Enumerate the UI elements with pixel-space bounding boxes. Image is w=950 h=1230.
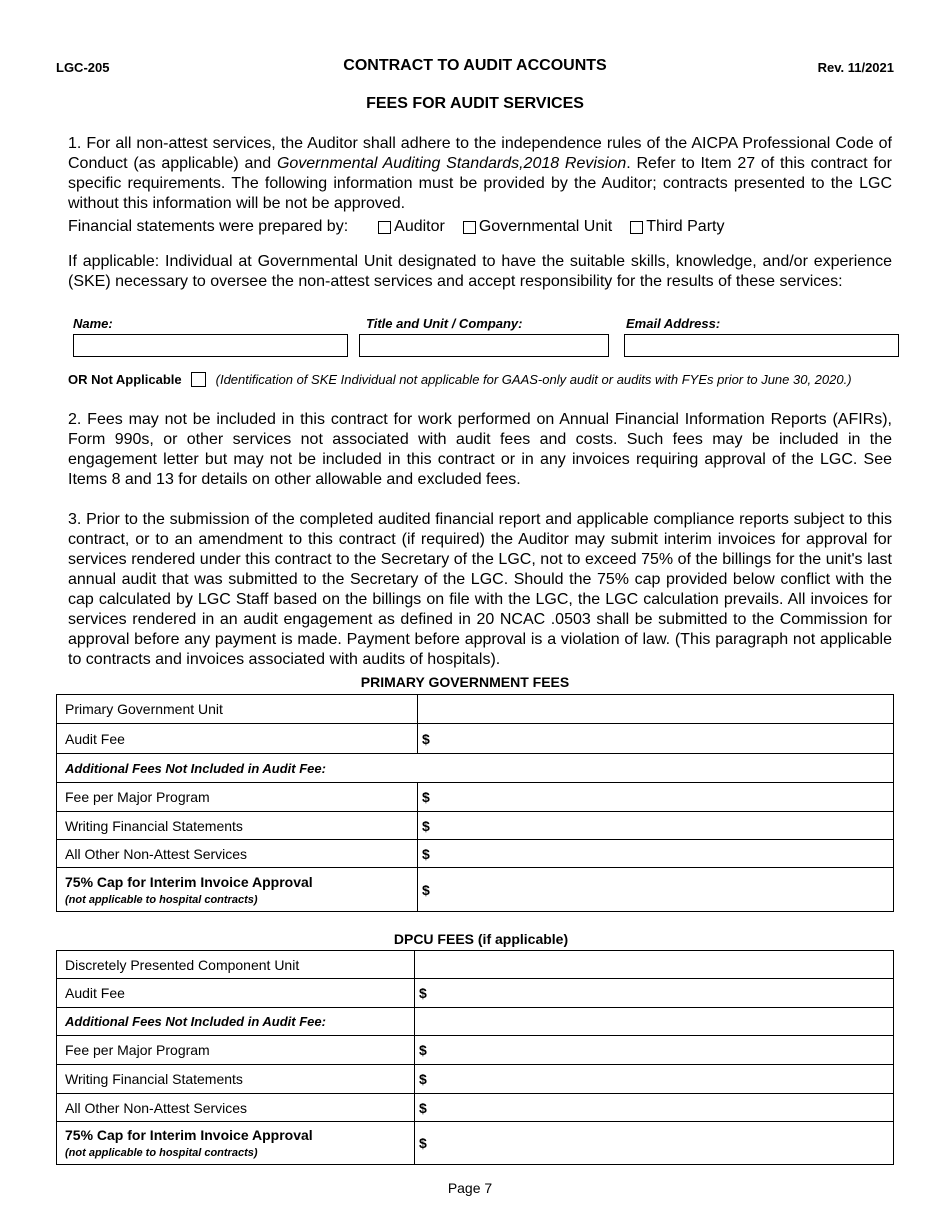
audit-fee-input[interactable]: $	[418, 724, 894, 754]
form-code: LGC-205	[56, 60, 110, 75]
additional-fees-heading: Additional Fees Not Included in Audit Fee:	[57, 754, 894, 783]
major-program-input[interactable]: $	[418, 783, 894, 812]
item-3-paragraph: 3. Prior to the submission of the completed audited financial report and applicable compliance reports subject to this contract, or to an amendment to this contract (if required) the Auditor may submit interim invoices for approval for services rendered under this contract to the Secretary of the LGC, not to exceed 75% of the billings for the unit's last annual audit that was submitted to the Secretary of the LGC. Should the 75% cap provided below conflict with the cap calculated by LGC Staff based on the billings on file with the LGC, the LGC calculation prevails. All invoices for services rendered in an audit engagement as defined in 20 NCAC .0503 shall be submitted to the Commission for approval before any payment is made. Payment before approval is a violation of law. (This paragraph not applicable to contracts and invoices associated with audits of hospitals).	[68, 511, 892, 668]
not-applicable-row	[68, 372, 852, 387]
table-row	[57, 1094, 894, 1122]
table-row	[57, 951, 894, 979]
page-number: Page 7	[447, 1180, 493, 1196]
cap-input[interactable]: $	[418, 868, 894, 912]
dpcu-fees-title: DPCU FEES (if applicable)	[393, 931, 569, 947]
document-title: CONTRACT TO AUDIT ACCOUNTS	[343, 57, 607, 74]
item-1-text-b: . Refer to Item 27 of this contract for specific requirements. The following information must be provided by the Auditor; contracts presented to the LGC without this information will be not be approved.	[68, 155, 893, 212]
dpcu-cap-label: 75% Cap for Interim Invoice Approval	[65, 1127, 313, 1143]
dpcu-writing-fs-input[interactable]: $	[415, 1065, 894, 1094]
dpcu-major-program-input[interactable]: $	[415, 1036, 894, 1065]
governmental-unit-checkbox[interactable]	[463, 221, 476, 234]
option-auditor[interactable]	[378, 218, 445, 236]
dpcu-major-program-label: Fee per Major Program	[57, 1036, 415, 1065]
dpcu-other-services-label: All Other Non-Attest Services	[57, 1094, 415, 1122]
table-row	[57, 840, 894, 868]
email-field[interactable]	[624, 334, 899, 357]
ske-intro: If applicable: Individual at Governmental Unit designated to have the suitable skills, knowledge, and/or experience (SKE) necessary to oversee the non-attest services and accept responsibility for the results of these services:	[68, 253, 892, 290]
third-party-label: Third Party	[646, 218, 725, 235]
third-party-checkbox[interactable]	[630, 221, 643, 234]
writing-fs-input[interactable]: $	[418, 812, 894, 840]
prepared-by-label: Financial statements were prepared by:	[68, 218, 349, 235]
dpcu-cap-cell	[57, 1122, 415, 1165]
table-row	[57, 754, 894, 783]
table-row	[57, 1036, 894, 1065]
title-unit-label: Title and Unit / Company:	[366, 316, 523, 331]
dpcu-audit-fee-input[interactable]: $	[415, 979, 894, 1008]
writing-fs-label: Writing Financial Statements	[57, 812, 418, 840]
dpcu-unit-input[interactable]	[415, 951, 894, 979]
primary-unit-input[interactable]	[418, 695, 894, 724]
major-program-label: Fee per Major Program	[57, 783, 418, 812]
name-field[interactable]	[73, 334, 348, 357]
table-row	[57, 695, 894, 724]
option-third-party[interactable]	[630, 218, 724, 236]
dpcu-unit-label: Discretely Presented Component Unit	[57, 951, 415, 979]
table-row	[57, 868, 894, 912]
cap-note: (not applicable to hospital contracts)	[65, 893, 258, 906]
table-row	[57, 1122, 894, 1165]
dpcu-cap-note: (not applicable to hospital contracts)	[65, 1147, 258, 1159]
item-1-paragraph	[68, 134, 892, 214]
dpcu-other-services-input[interactable]: $	[415, 1094, 894, 1122]
table-row	[57, 1065, 894, 1094]
table-row	[57, 1008, 894, 1036]
not-applicable-note: (Identification of SKE Individual not applicable for GAAS-only audit or audits with FYEs prior to June 30, 2020.)	[215, 372, 852, 387]
audit-fee-label: Audit Fee	[57, 724, 418, 754]
not-applicable-label: OR Not Applicable	[68, 372, 182, 387]
table-row	[57, 783, 894, 812]
table-row	[57, 724, 894, 754]
email-label: Email Address:	[626, 316, 721, 331]
cap-label: 75% Cap for Interim Invoice Approval	[65, 873, 313, 890]
other-services-input[interactable]: $	[418, 840, 894, 868]
dpcu-additional-empty	[415, 1008, 894, 1036]
item-1-text-a: 1. For all non-attest services, the Auditor shall adhere to the independence rules of the AICPA Professional Code of Conduct (as applicable) and	[68, 135, 892, 172]
primary-unit-label: Primary Government Unit	[57, 695, 418, 724]
table-row	[57, 812, 894, 840]
auditor-label: Auditor	[394, 218, 445, 235]
title-unit-field[interactable]	[359, 334, 609, 357]
governmental-unit-label: Governmental Unit	[478, 218, 613, 235]
item-1-text-italic: Governmental Auditing Standards,2018 Revision	[276, 155, 627, 172]
option-governmental-unit[interactable]	[463, 218, 612, 236]
auditor-checkbox[interactable]	[378, 221, 391, 234]
dpcu-additional-fees-heading: Additional Fees Not Included in Audit Fee:	[57, 1008, 415, 1036]
dpcu-audit-fee-label: Audit Fee	[57, 979, 415, 1008]
dpcu-cap-input[interactable]: $	[415, 1122, 894, 1165]
revision-date: Rev. 11/2021	[817, 60, 894, 75]
item-2-paragraph: 2. Fees may not be included in this contract for work performed on Annual Financial Information Reports (AFIRs), Form 990s, or other services not associated with audit fees and costs. Such fees may be included in the engagement letter but may not be included in this contract or in any invoices requiring approval of the LGC. See Items 8 and 13 for details on other allowable and excluded fees.	[68, 411, 892, 488]
cap-cell	[57, 868, 418, 912]
primary-fees-table	[56, 694, 894, 912]
other-services-label: All Other Non-Attest Services	[57, 840, 418, 868]
primary-fees-title: PRIMARY GOVERNMENT FEES	[360, 674, 570, 690]
table-row	[57, 979, 894, 1008]
section-title: FEES FOR AUDIT SERVICES	[366, 95, 584, 112]
dpcu-writing-fs-label: Writing Financial Statements	[57, 1065, 415, 1094]
dpcu-fees-table	[56, 950, 894, 1165]
prepared-by-row	[68, 218, 742, 236]
name-label: Name:	[73, 316, 113, 331]
not-applicable-checkbox[interactable]	[191, 372, 206, 387]
